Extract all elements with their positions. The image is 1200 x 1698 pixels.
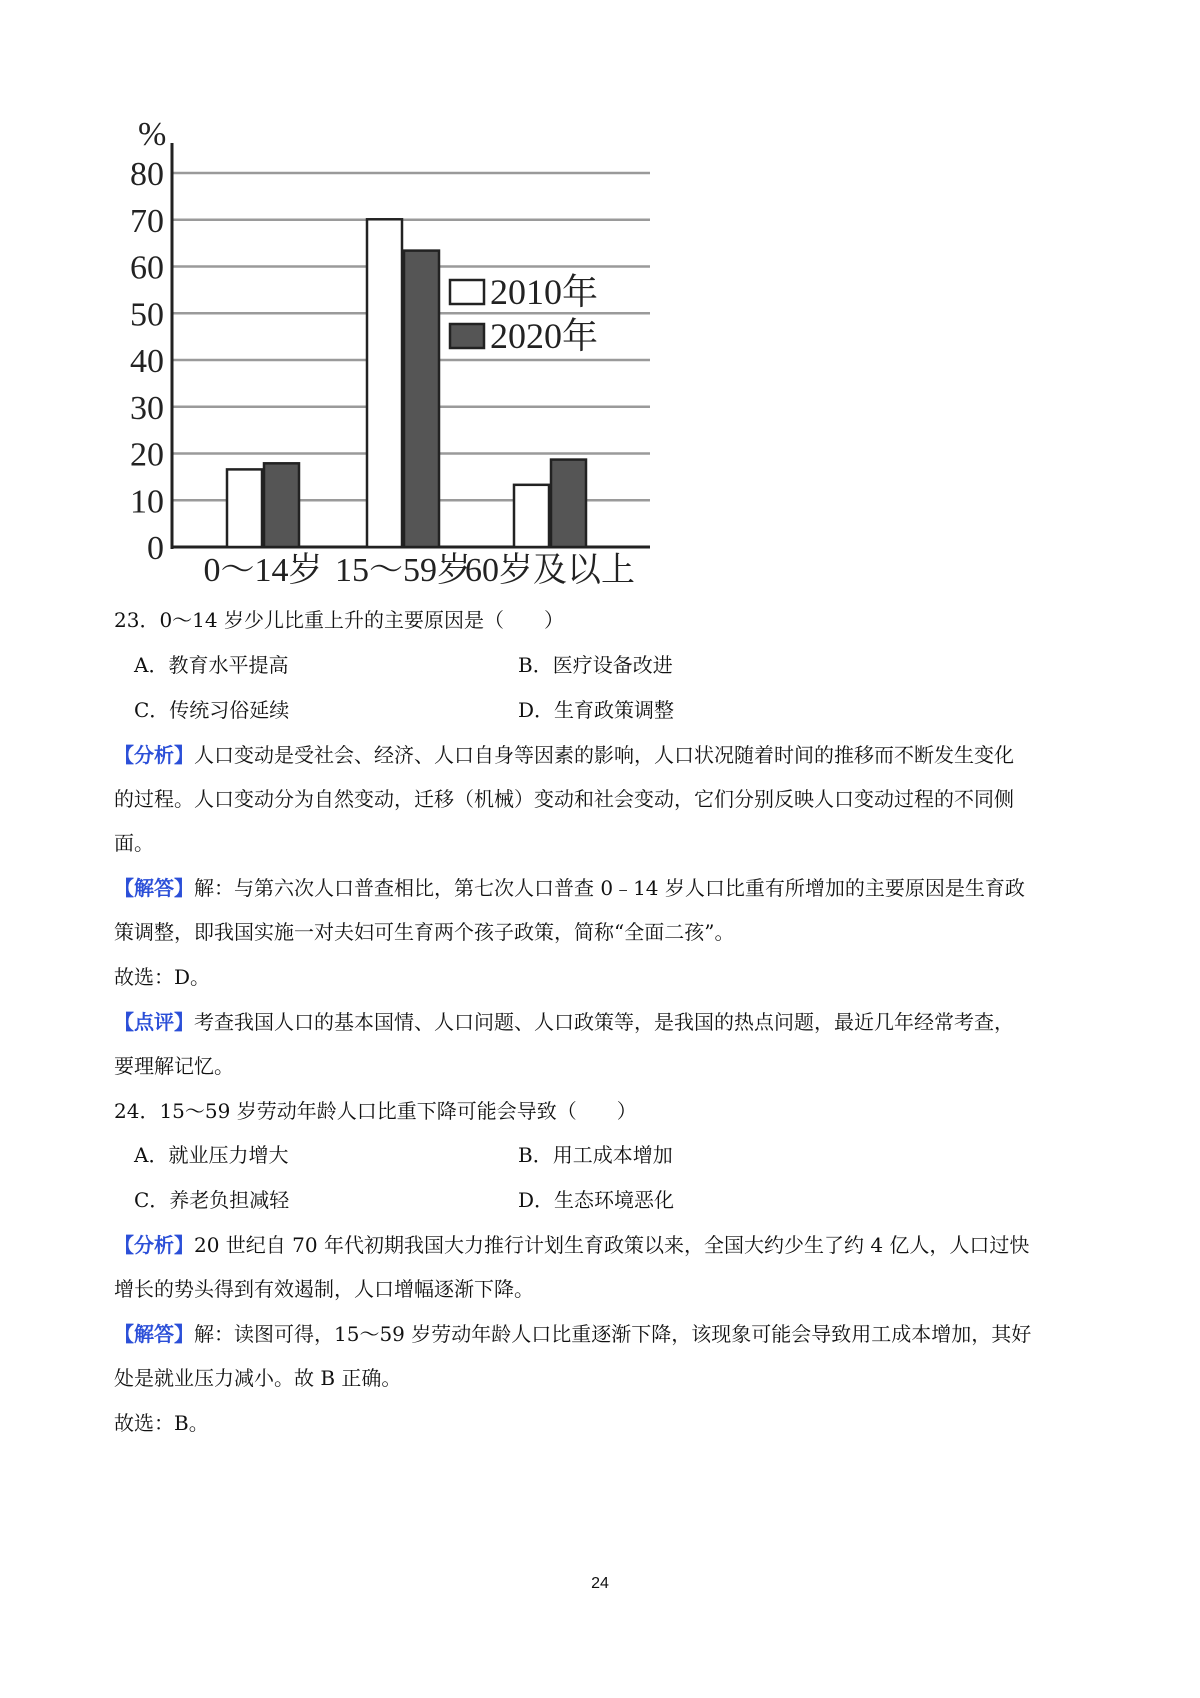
y-tick-label: 40 — [130, 343, 164, 380]
q24-analysis — [114, 1232, 1104, 1258]
q23-analysis-line2: 的过程。人口变动分为自然变动，迁移（机械）变动和社会变动，它们分别反映人口变动过程的不同侧 — [114, 787, 1014, 811]
y-tick-label: 0 — [147, 530, 164, 567]
analysis-tag: 【分析】 — [114, 743, 194, 767]
bar-2020-0 — [264, 463, 299, 547]
q24-option-d: D．生态环境恶化 — [518, 1188, 675, 1212]
legend-swatch — [450, 280, 484, 304]
population-age-bar-chart — [120, 115, 720, 655]
q23-option-b: B．医疗设备改进 — [518, 653, 673, 677]
q23-analysis-line1: 人口变动是受社会、经济、人口自身等因素的影响，人口状况随着时间的推移而不断发生变化 — [194, 743, 1014, 767]
q23-option-a: A．教育水平提高 — [134, 653, 289, 677]
q23-answer-line2: 策调整，即我国实施一对夫妇可生育两个孩子政策，简称“全面二孩”。 — [114, 920, 735, 944]
q24-choice: 故选：B。 — [114, 1411, 209, 1435]
answer-tag: 【解答】 — [114, 876, 194, 900]
legend-label: 2020年 — [490, 316, 599, 356]
legend-swatch — [450, 324, 484, 348]
bar-2010-0 — [227, 469, 262, 547]
q23-analysis — [114, 742, 1104, 768]
q23-comment-line1: 考查我国人口的基本国情、人口问题、人口政策等，是我国的热点问题，最近几年经常考查， — [194, 1010, 1014, 1034]
comment-tag: 【点评】 — [114, 1010, 194, 1034]
q24-analysis-line1: 20 世纪自 70 年代初期我国大力推行计划生育政策以来，全国大约少生了约 4 亿人，人口过快 — [194, 1233, 1030, 1257]
y-tick-label: 60 — [130, 249, 164, 287]
q24-answer-line1: 解：读图可得，15～59 岁劳动年龄人口比重逐渐下降，该现象可能会导致用工成本增加，其好 — [194, 1322, 1032, 1346]
q23-comment — [114, 1009, 1104, 1035]
q23-comment-line2: 要理解记忆。 — [114, 1054, 234, 1078]
q24-option-c: C．养老负担减轻 — [134, 1188, 290, 1212]
category-label: 60岁及以上 — [465, 552, 635, 589]
category-label: 15～59岁 — [335, 552, 471, 589]
bar-2010-2 — [514, 485, 549, 547]
category-label: 0～14岁 — [203, 552, 323, 589]
q23-answer-line1: 解：与第六次人口普查相比，第七次人口普查 0﹣14 岁人口比重有所增加的主要原因是生育政 — [194, 876, 1025, 900]
q24-option-a: A．就业压力增大 — [134, 1143, 289, 1167]
q23-choice: 故选：D。 — [114, 965, 211, 989]
y-tick-label: 10 — [130, 483, 164, 521]
y-tick-label: 20 — [130, 436, 164, 474]
q24-analysis-line2: 增长的势头得到有效遏制，人口增幅逐渐下降。 — [114, 1277, 534, 1301]
y-tick-label: 50 — [130, 296, 164, 334]
q23-analysis-line3: 面。 — [114, 831, 154, 855]
q23-option-d: D．生育政策调整 — [518, 698, 675, 722]
y-tick-label: 70 — [130, 202, 164, 240]
q24-answer-line2: 处是就业压力减小。故 B 正确。 — [114, 1366, 402, 1390]
y-tick-label: 80 — [130, 156, 164, 193]
bar-2010-1 — [367, 219, 402, 547]
analysis-tag: 【分析】 — [114, 1233, 194, 1257]
legend-label: 2010年 — [490, 272, 599, 312]
page-number: 24 — [591, 1575, 609, 1592]
bar-2020-2 — [551, 460, 586, 547]
q24-option-b: B．用工成本增加 — [518, 1143, 673, 1167]
answer-tag: 【解答】 — [114, 1322, 194, 1346]
q23-answer — [114, 875, 1104, 901]
y-tick-label: 30 — [130, 389, 164, 427]
bar-2020-1 — [404, 251, 439, 547]
q24-stem: 24．15～59 岁劳动年龄人口比重下降可能会导致（ ） — [114, 1099, 637, 1123]
q24-answer — [114, 1321, 1104, 1347]
q23-stem: 23．0～14 岁少儿比重上升的主要原因是（ ） — [114, 608, 564, 632]
q23-option-c: C．传统习俗延续 — [134, 698, 290, 722]
y-axis-label: % — [138, 116, 167, 153]
